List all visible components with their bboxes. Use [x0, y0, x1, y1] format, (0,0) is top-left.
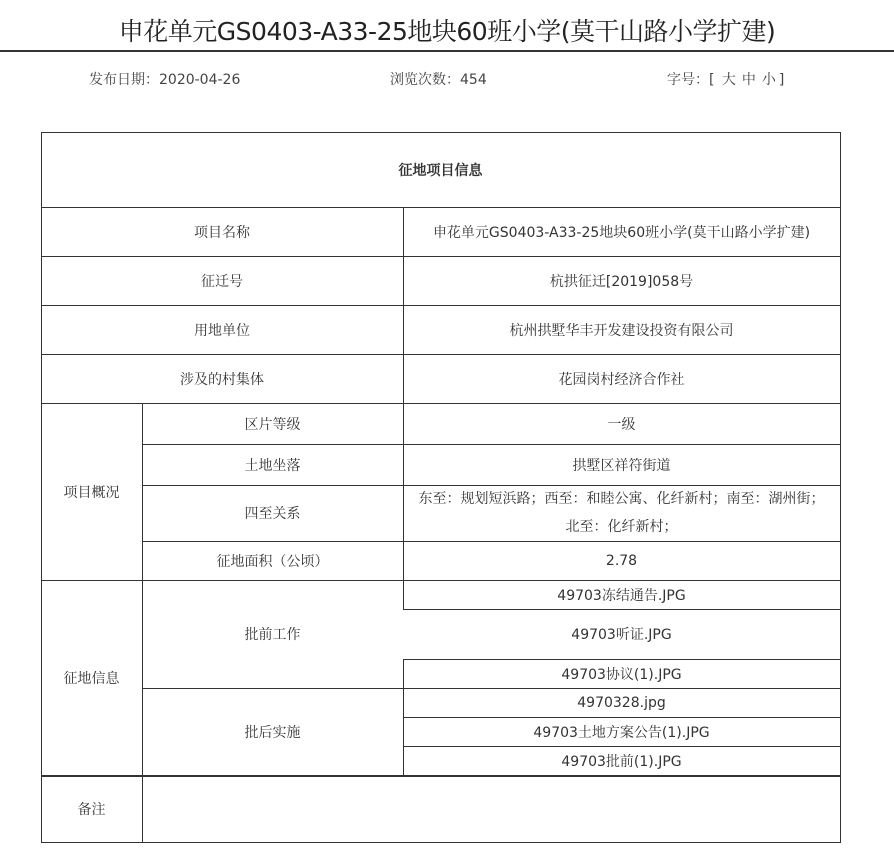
row-value-zone-grade: 一级 [607, 416, 636, 433]
publish-date-label: 发布日期： [89, 72, 159, 88]
row-label-land-area: 征地面积（公顷） [216, 553, 329, 570]
file-link-4970328[interactable]: 4970328.jpg [577, 694, 666, 711]
page-title: 申花单元GS0403-A33-25地块60班小学(莫干山路小学扩建) [118, 17, 776, 46]
table-header: 征地项目信息 [398, 162, 483, 179]
bracket-close: ] [778, 72, 785, 88]
row-value-land-area: 2.78 [605, 552, 638, 569]
row-value-land-user: 杭州拱墅华丰开发建设投资有限公司 [509, 322, 734, 339]
publish-date [89, 70, 240, 90]
grid-line [142, 688, 841, 689]
row-label-land-user: 用地单位 [194, 322, 250, 339]
font-size-label: 字号： [667, 72, 709, 88]
row-label-post-approval: 批后实施 [244, 724, 301, 741]
row-label-remarks: 备注 [77, 801, 106, 818]
grid-line [403, 207, 404, 609]
grid-line [403, 609, 841, 610]
grid-line [41, 256, 841, 257]
row-value-boundaries: 东至：规划短浜路；西至：和睦公寓、化纤新村；南至：湖州街；北至：化纤新村； [418, 491, 825, 535]
grid-line [41, 775, 841, 777]
row-value-village-collective: 花园岗村经济合作社 [558, 371, 685, 388]
grid-line [41, 305, 841, 306]
view-count-label: 浏览次数： [390, 72, 460, 88]
grid-line [41, 842, 841, 843]
grid-line [41, 354, 841, 355]
bracket-open: [ [709, 72, 715, 88]
view-count [390, 70, 487, 90]
font-size-medium-link[interactable]: 中 [741, 72, 756, 88]
grid-line [41, 580, 841, 581]
row-label-relocation-no: 征迁号 [201, 273, 243, 290]
group-label-land-info: 征地信息 [63, 670, 120, 687]
grid-line [142, 485, 841, 486]
row-value-project-name: 申花单元GS0403-A33-25地块60班小学(莫干山路小学扩建) [432, 224, 811, 241]
publish-date-value: 2020-04-26 [159, 72, 241, 88]
row-label-boundaries: 四至关系 [244, 506, 301, 522]
file-link-pre-approval[interactable]: 49703批前(1).JPG [561, 753, 682, 770]
font-size-small-link[interactable]: 小 [761, 72, 776, 88]
font-size-control [667, 70, 784, 90]
grid-line [403, 717, 841, 718]
row-value-relocation-no: 杭拱征迁[2019]058号 [549, 273, 694, 290]
view-count-value: 454 [460, 72, 487, 88]
row-label-village-collective: 涉及的村集体 [180, 371, 264, 388]
grid-line [403, 659, 841, 660]
row-value-land-location: 拱墅区祥符街道 [572, 457, 671, 474]
grid-line [41, 132, 841, 133]
row-label-pre-approval: 批前工作 [244, 627, 301, 643]
grid-line [142, 403, 143, 843]
row-label-project-name: 项目名称 [194, 224, 250, 241]
title-divider [0, 50, 894, 52]
group-label-project-overview: 项目概况 [63, 484, 120, 501]
grid-line [41, 403, 841, 404]
row-value-remarks [142, 775, 840, 842]
font-size-large-link[interactable]: 大 [721, 72, 736, 88]
grid-line [41, 132, 42, 843]
grid-line [840, 132, 841, 843]
grid-line [142, 541, 841, 542]
grid-line [41, 207, 841, 208]
file-link-hearing[interactable]: 49703听证.JPG [571, 627, 672, 643]
grid-line [142, 444, 841, 445]
row-label-land-location: 土地坐落 [244, 457, 301, 474]
grid-line [403, 746, 841, 747]
grid-line [403, 659, 404, 776]
file-link-freeze-notice[interactable]: 49703冻结通告.JPG [557, 587, 686, 604]
file-link-agreement[interactable]: 49703协议(1).JPG [561, 666, 682, 683]
file-link-land-plan-notice[interactable]: 49703土地方案公告(1).JPG [533, 724, 710, 741]
row-label-zone-grade: 区片等级 [244, 416, 301, 433]
